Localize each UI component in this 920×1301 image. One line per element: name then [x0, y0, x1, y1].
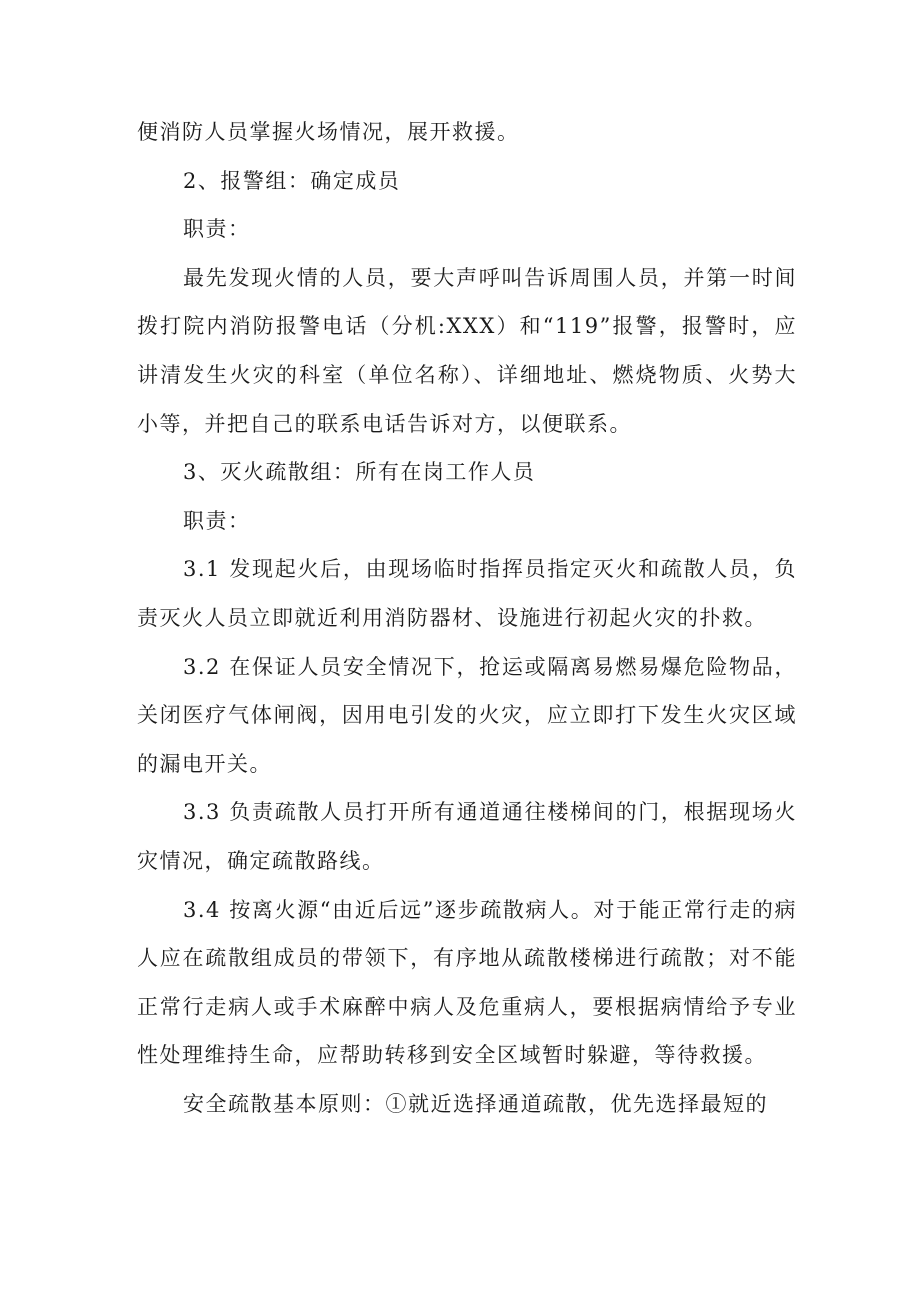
paragraph-evacuation-principles: 安全疏散基本原则：①就近选择通道疏散，优先选择最短的: [183, 1091, 768, 1116]
paragraph-duty-3-3: 3.3 负责疏散人员打开所有通道通往楼梯间的门，根据现场火灾情况，确定疏散路线。: [137, 800, 797, 873]
paragraph-duty-3-4: 3.4 按离火源“由近后远”逐步疏散病人。对于能正常行走的病人应在疏散组成员的带领下，有序地从疏散楼梯进行疏散；对不能正常行走病人或手术麻醉中病人及危重病人，要根据病情给予专业性处理维持生命，应帮助转移到安全区域暂时躲避，等待救援。: [137, 897, 797, 1068]
paragraph-duty-3-2: 3.2 在保证人员安全情况下，抢运或隔离易燃易爆危险物品，关闭医疗气体闸阀，因用电引发的火灾，应立即打下发生火灾区域的漏电开关。: [137, 654, 797, 776]
paragraph-continuation: 便消防人员掌握火场情况，展开救援。: [137, 120, 520, 144]
heading-evacuation-group: 3、灭火疏散组：所有在岗工作人员: [183, 460, 536, 485]
label-duties-evacuation: 职责：: [183, 508, 251, 533]
label-duties-alarm: 职责：: [183, 217, 251, 242]
heading-alarm-group: 2、报警组：确定成员: [183, 168, 401, 193]
paragraph-duty-3-1: 3.1 发现起火后，由现场临时指挥员指定灭火和疏散人员，负责灭火人员立即就近利用消防器材、设施进行初起火灾的扑救。: [137, 557, 797, 630]
document-body: [137, 108, 797, 1128]
paragraph-alarm-duties: 最先发现火情的人员，要大声呼叫告诉周围人员，并第一时间拨打院内消防报警电话（分机:XXX）和“119”报警，报警时，应讲清发生火灾的科室（单位名称）、详细地址、燃烧物质、火势大小等，并把自己的联系电话告诉对方，以便联系。: [137, 265, 797, 436]
